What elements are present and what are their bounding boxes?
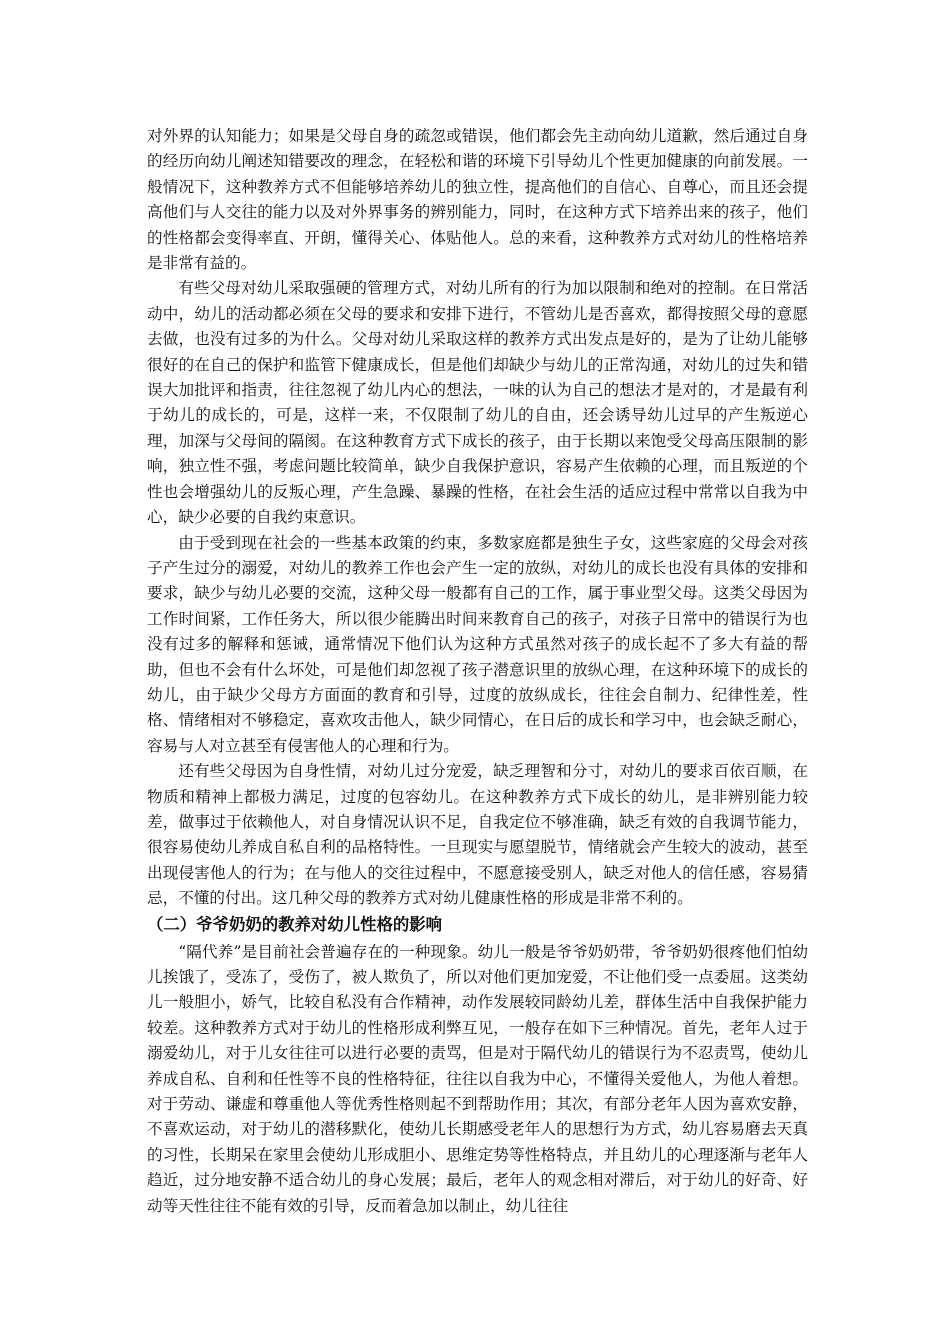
paragraph-indulgent-parenting: 由于受到现在社会的一些基本政策的约束，多数家庭都是独生子女，这些家庭的父母会对孩子产生过分的溺爱，对幼儿的教养工作也会产生一定的放纵，对幼儿的成长也没有具体的安排和要求，缺少与幼儿必要的交流，这种父母一般都有自己的工作，属于事业型父母。这类父母因为工作时间紧，工作任务大，所以很少能腾出时间来教育自己的孩子，对孩子日常中的错误行为也没有过多的解释和惩诫，通常情况下他们认为这种方式虽然对孩子的成长起不了多大有益的帮助，但也不会有什么坏处，可是他们却忽视了孩子潜意识里的放纵心理，在这种环境下的成长的幼儿，由于缺少父母方方面面的教育和引导，过度的放纵成长，往往会自制力、纪律性差，性格、情绪相对不够稳定，喜欢攻击他人，缺少同情心，在日后的成长和学习中，也会缺乏耐心，容易与人对立甚至有侵害他人的心理和行为。 bbox=[147, 533, 808, 755]
section-heading: （二）爷爷奶奶的教养对幼儿性格的影响 bbox=[147, 914, 443, 934]
paragraph-grandparent-parenting: “隔代养”是目前社会普遍存在的一种现象。幼儿一般是爷爷奶奶带，爷爷奶奶很疼他们怕幼儿挨饿了，受冻了，受伤了，被人欺负了，所以对他们更加宠爱，不让他们受一点委屈。这类幼儿一般胆小，娇气，比较自私没有合作精神，动作发展较同龄幼儿差，群体生活中自我保护能力较差。这种教养方式对于幼儿的性格形成利弊互见，一般存在如下三种情况。首先，老年人过于溺爱幼儿，对于儿女往往可以进行必要的责骂，但是对于隔代幼儿的错误行为不忍责骂，使幼儿养成自私、自利和任性等不良的性格特征，往往以自我为中心，不懂得关爱他人，为他人着想。对于劳动、谦虚和尊重他人等优秀性格则起不到帮助作用；其次，有部分老年人因为喜欢安静，不喜欢运动，对于幼儿的潜移默化，使幼儿长期感受老年人的思想行为方式，幼儿容易磨去天真的习性，长期呆在家里会使幼儿形成胆小、思维定势等性格特点，并且幼儿的心理逐渐与老年人趋近，过分地安静不适合幼儿的身心发展；最后，老年人的观念相对滞后，对于幼儿的好奇、好动等天性往往不能有效的引导，反而着急加以制止，幼儿往往 bbox=[147, 942, 808, 1215]
document-page bbox=[147, 124, 808, 1219]
paragraph-strict-parenting: 有些父母对幼儿采取强硬的管理方式，对幼儿所有的行为加以限制和绝对的控制。在日常活动中，幼儿的活动都必须在父母的要求和安排下进行，不管幼儿是否喜欢，都得按照父母的意愿去做，也没有过多的为什么。父母对幼儿采取这样的教养方式出发点是好的，是为了让幼儿能够很好的在自己的保护和监管下健康成长，但是他们却缺少与幼儿的正常沟通，对幼儿的过失和错误大加批评和指责，往往忽视了幼儿内心的想法，一味的认为自己的想法才是对的，才是最有利于幼儿的成长的，可是，这样一来，不仅限制了幼儿的自由，还会诱导幼儿过早的产生叛逆心理，加深与父母间的隔阂。在这种教育方式下成长的孩子，由于长期以来饱受父母高压限制的影响，独立性不强，考虑问题比较简单，缺少自我保护意识，容易产生依赖的心理，而且叛逆的个性也会增强幼儿的反叛心理，产生急躁、暴躁的性格，在社会生活的适应过程中常常以自我为中心，缺少必要的自我约束意识。 bbox=[147, 279, 808, 527]
paragraph-continuation: 对外界的认知能力；如果是父母自身的疏忽或错误，他们都会先主动向幼儿道歉，然后通过自身的经历向幼儿阐述知错要改的理念，在轻松和谐的环境下引导幼儿个性更加健康的向前发展。一般情况下，这种教养方式不但能够培养幼儿的独立性，提高他们的自信心、自尊心，而且还会提高他们与人交往的能力以及对外界事务的辨别能力，同时，在这种方式下培养出来的孩子，他们的性格都会变得率直、开朗，懂得关心、体贴他人。总的来看，这种教养方式对幼儿的性格培养是非常有益的。 bbox=[147, 127, 808, 273]
paragraph-overprotective-parenting: 还有些父母因为自身性情，对幼儿过分宠爱，缺乏理智和分寸，对幼儿的要求百依百顺，在物质和精神上都极力满足，过度的包容幼儿。在这种教养方式下成长的幼儿，是非辨别能力较差，做事过于依赖他人，对自身情况认识不足，自我定位不够准确，缺乏有效的自我调节能力，很容易使幼儿养成自私自利的品格特性。一旦现实与愿望脱节，情绪就会产生较大的波动，甚至出现侵害他人的行为；在与他人的交往过程中，不愿意接受别人，缺乏对他人的信任感，容易猜忌，不懂的付出。这几种父母的教养方式对幼儿健康性格的形成是非常不利的。 bbox=[147, 762, 808, 908]
